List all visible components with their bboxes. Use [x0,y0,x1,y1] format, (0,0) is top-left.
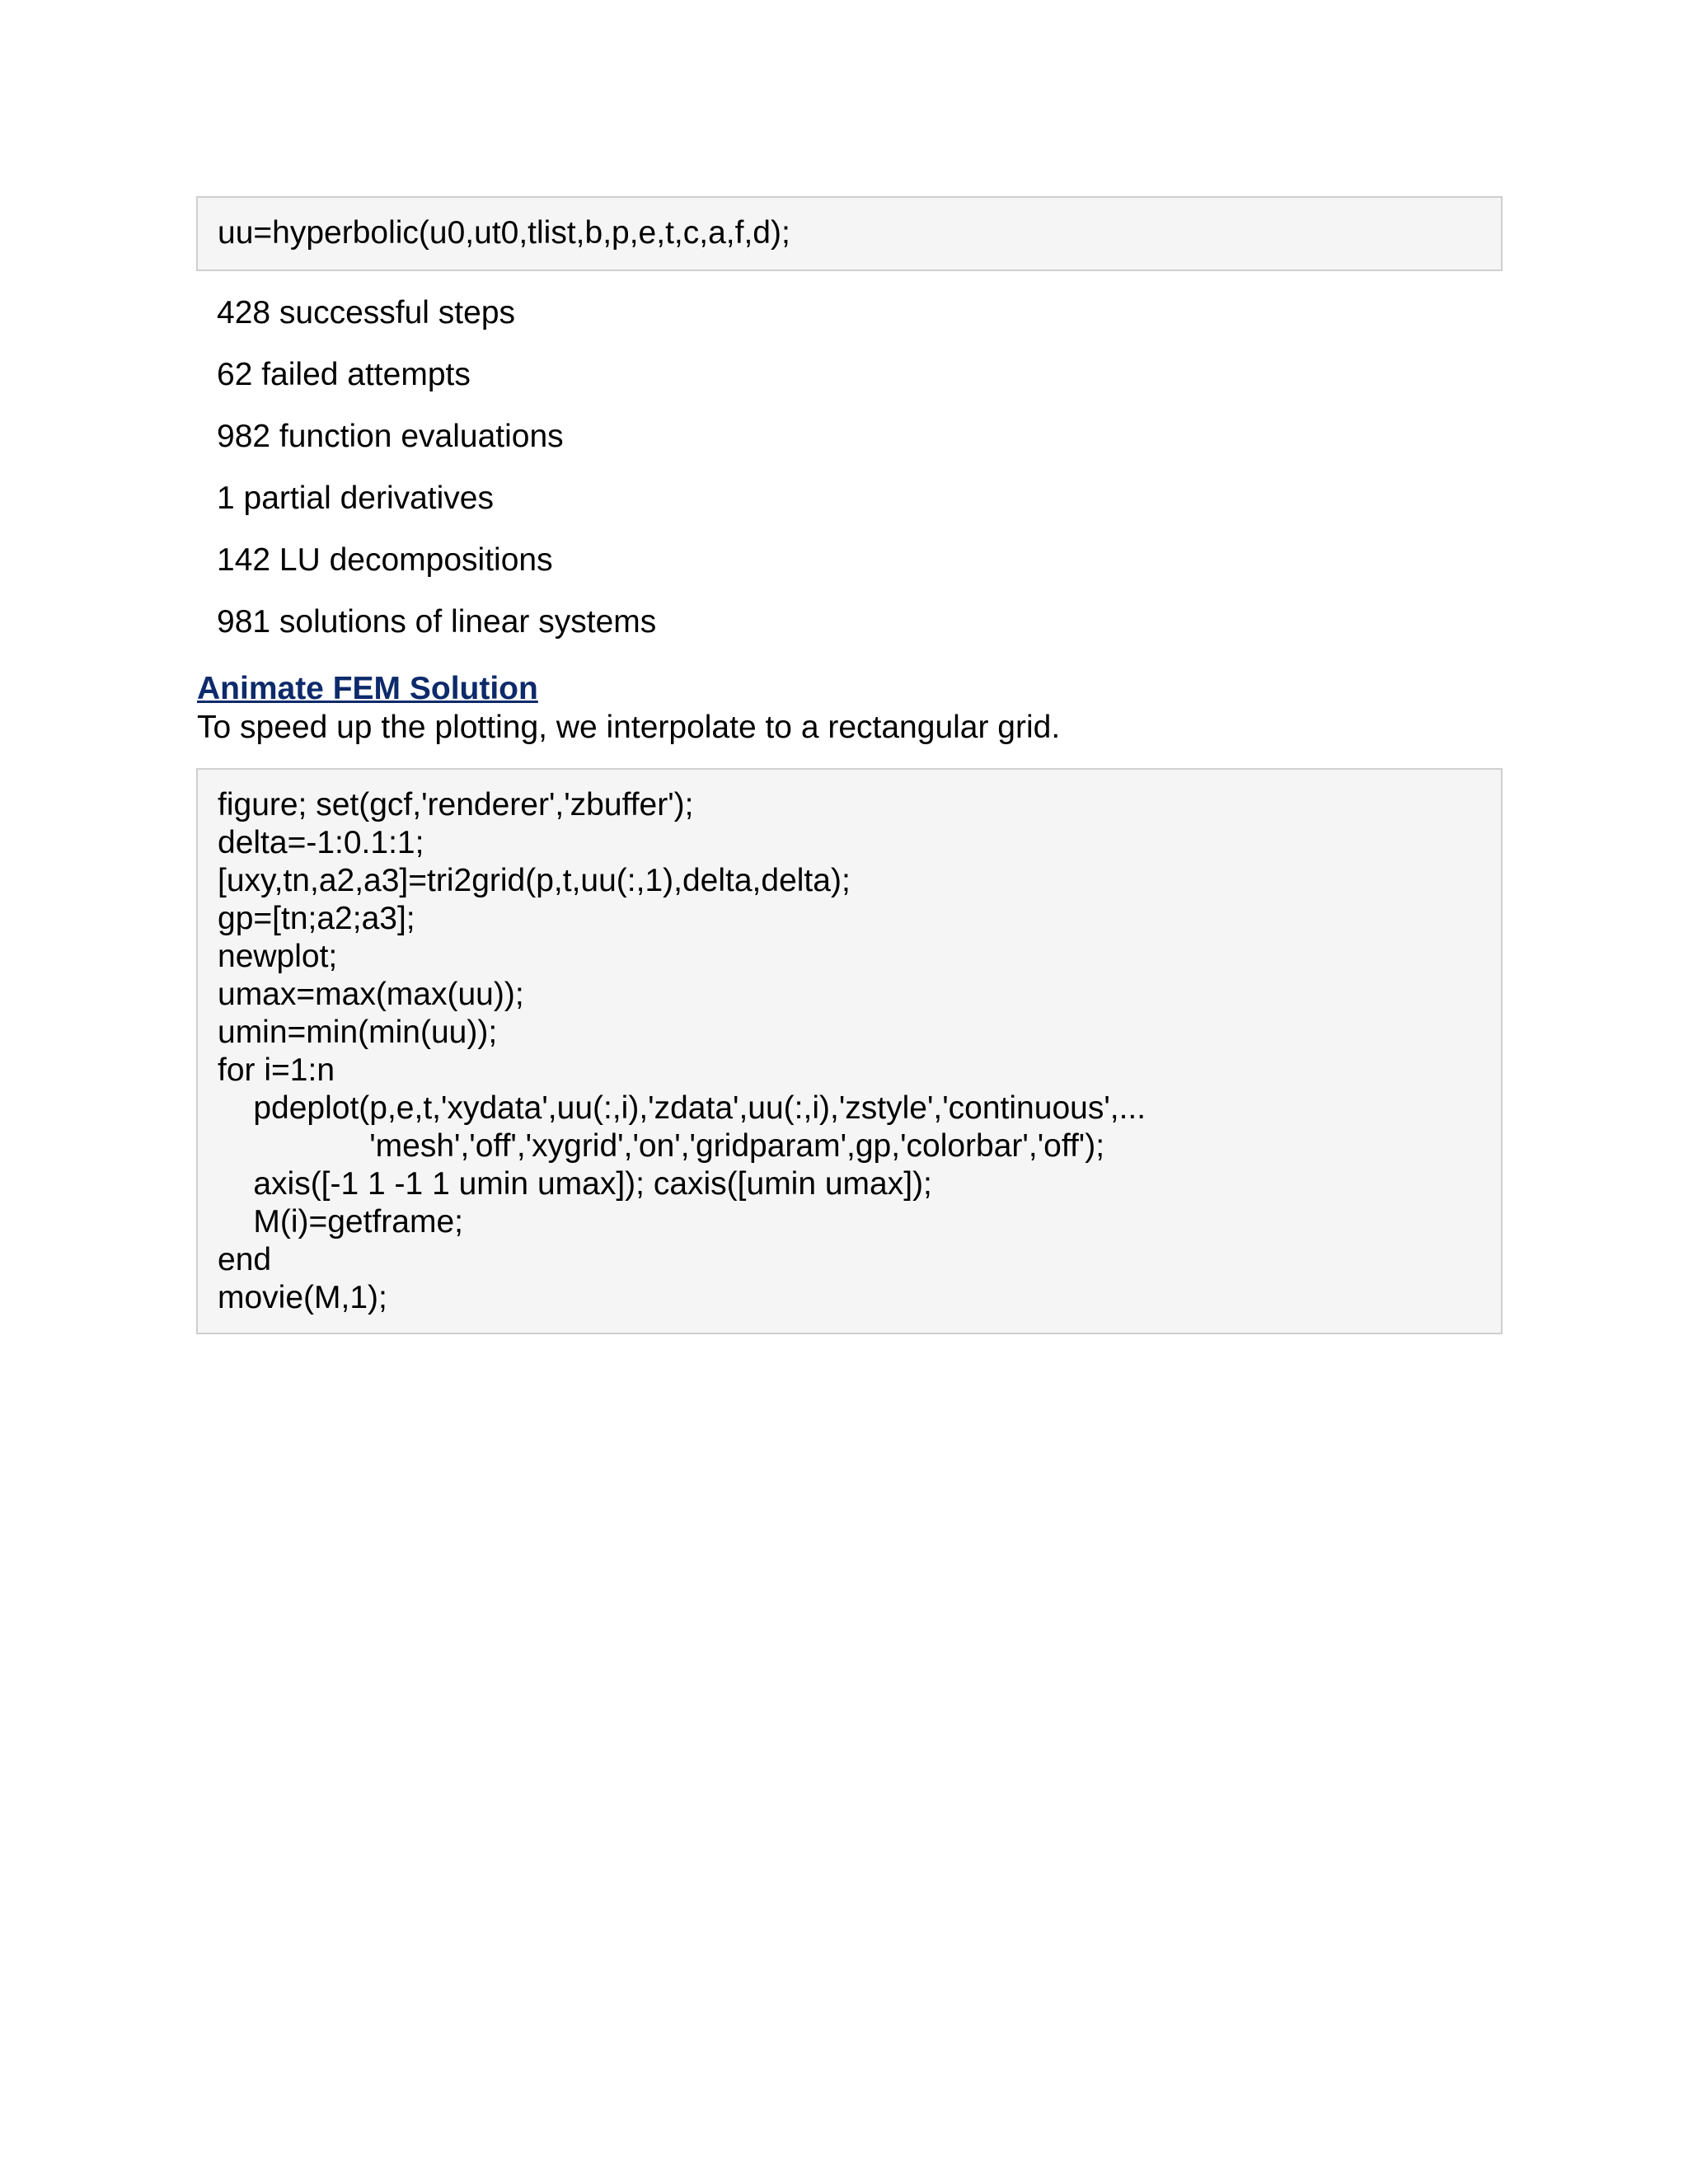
code-line: figure; set(gcf,'renderer','zbuffer'); [218,787,694,823]
output-line-lu-decompositions: 142 LU decompositions [217,542,553,578]
code-line: end [218,1242,272,1277]
code-line: uu=hyperbolic(u0,ut0,tlist,b,p,e,t,c,a,f,d); [218,215,790,251]
output-line-failed-attempts: 62 failed attempts [217,357,471,392]
code-line: gp=[tn;a2;a3]; [218,901,415,936]
code-line: 'mesh','off','xygrid','on','gridparam',gp,'colorbar','off'); [218,1128,1105,1164]
code-line: delta=-1:0.1:1; [218,825,424,860]
code-line: umin=min(min(uu)); [218,1015,498,1050]
code-line: for i=1:n [218,1052,335,1088]
code-block-hyperbolic [196,196,1503,271]
output-line-successful-steps: 428 successful steps [217,295,516,330]
code-line: axis([-1 1 -1 1 umin umax]); caxis([umin umax]); [218,1166,932,1202]
section-description: To speed up the plotting, we interpolate to a rectangular grid. [197,710,1061,745]
code-line: newplot; [218,939,338,974]
output-line-function-evaluations: 982 function evaluations [217,419,564,454]
output-line-linear-solutions: 981 solutions of linear systems [217,604,657,640]
code-line: [uxy,tn,a2,a3]=tri2grid(p,t,uu(:,1),delta,delta); [218,863,851,898]
code-block-animate [196,768,1503,1334]
section-heading-link[interactable]: Animate FEM Solution [197,671,538,706]
code-line: umax=max(max(uu)); [218,977,524,1012]
code-line: M(i)=getframe; [218,1204,463,1240]
code-line: pdeplot(p,e,t,'xydata',uu(:,i),'zdata',uu(:,i),'zstyle','continuous',... [218,1090,1146,1126]
output-line-partial-derivatives: 1 partial derivatives [217,480,494,516]
code-line: movie(M,1); [218,1280,387,1315]
